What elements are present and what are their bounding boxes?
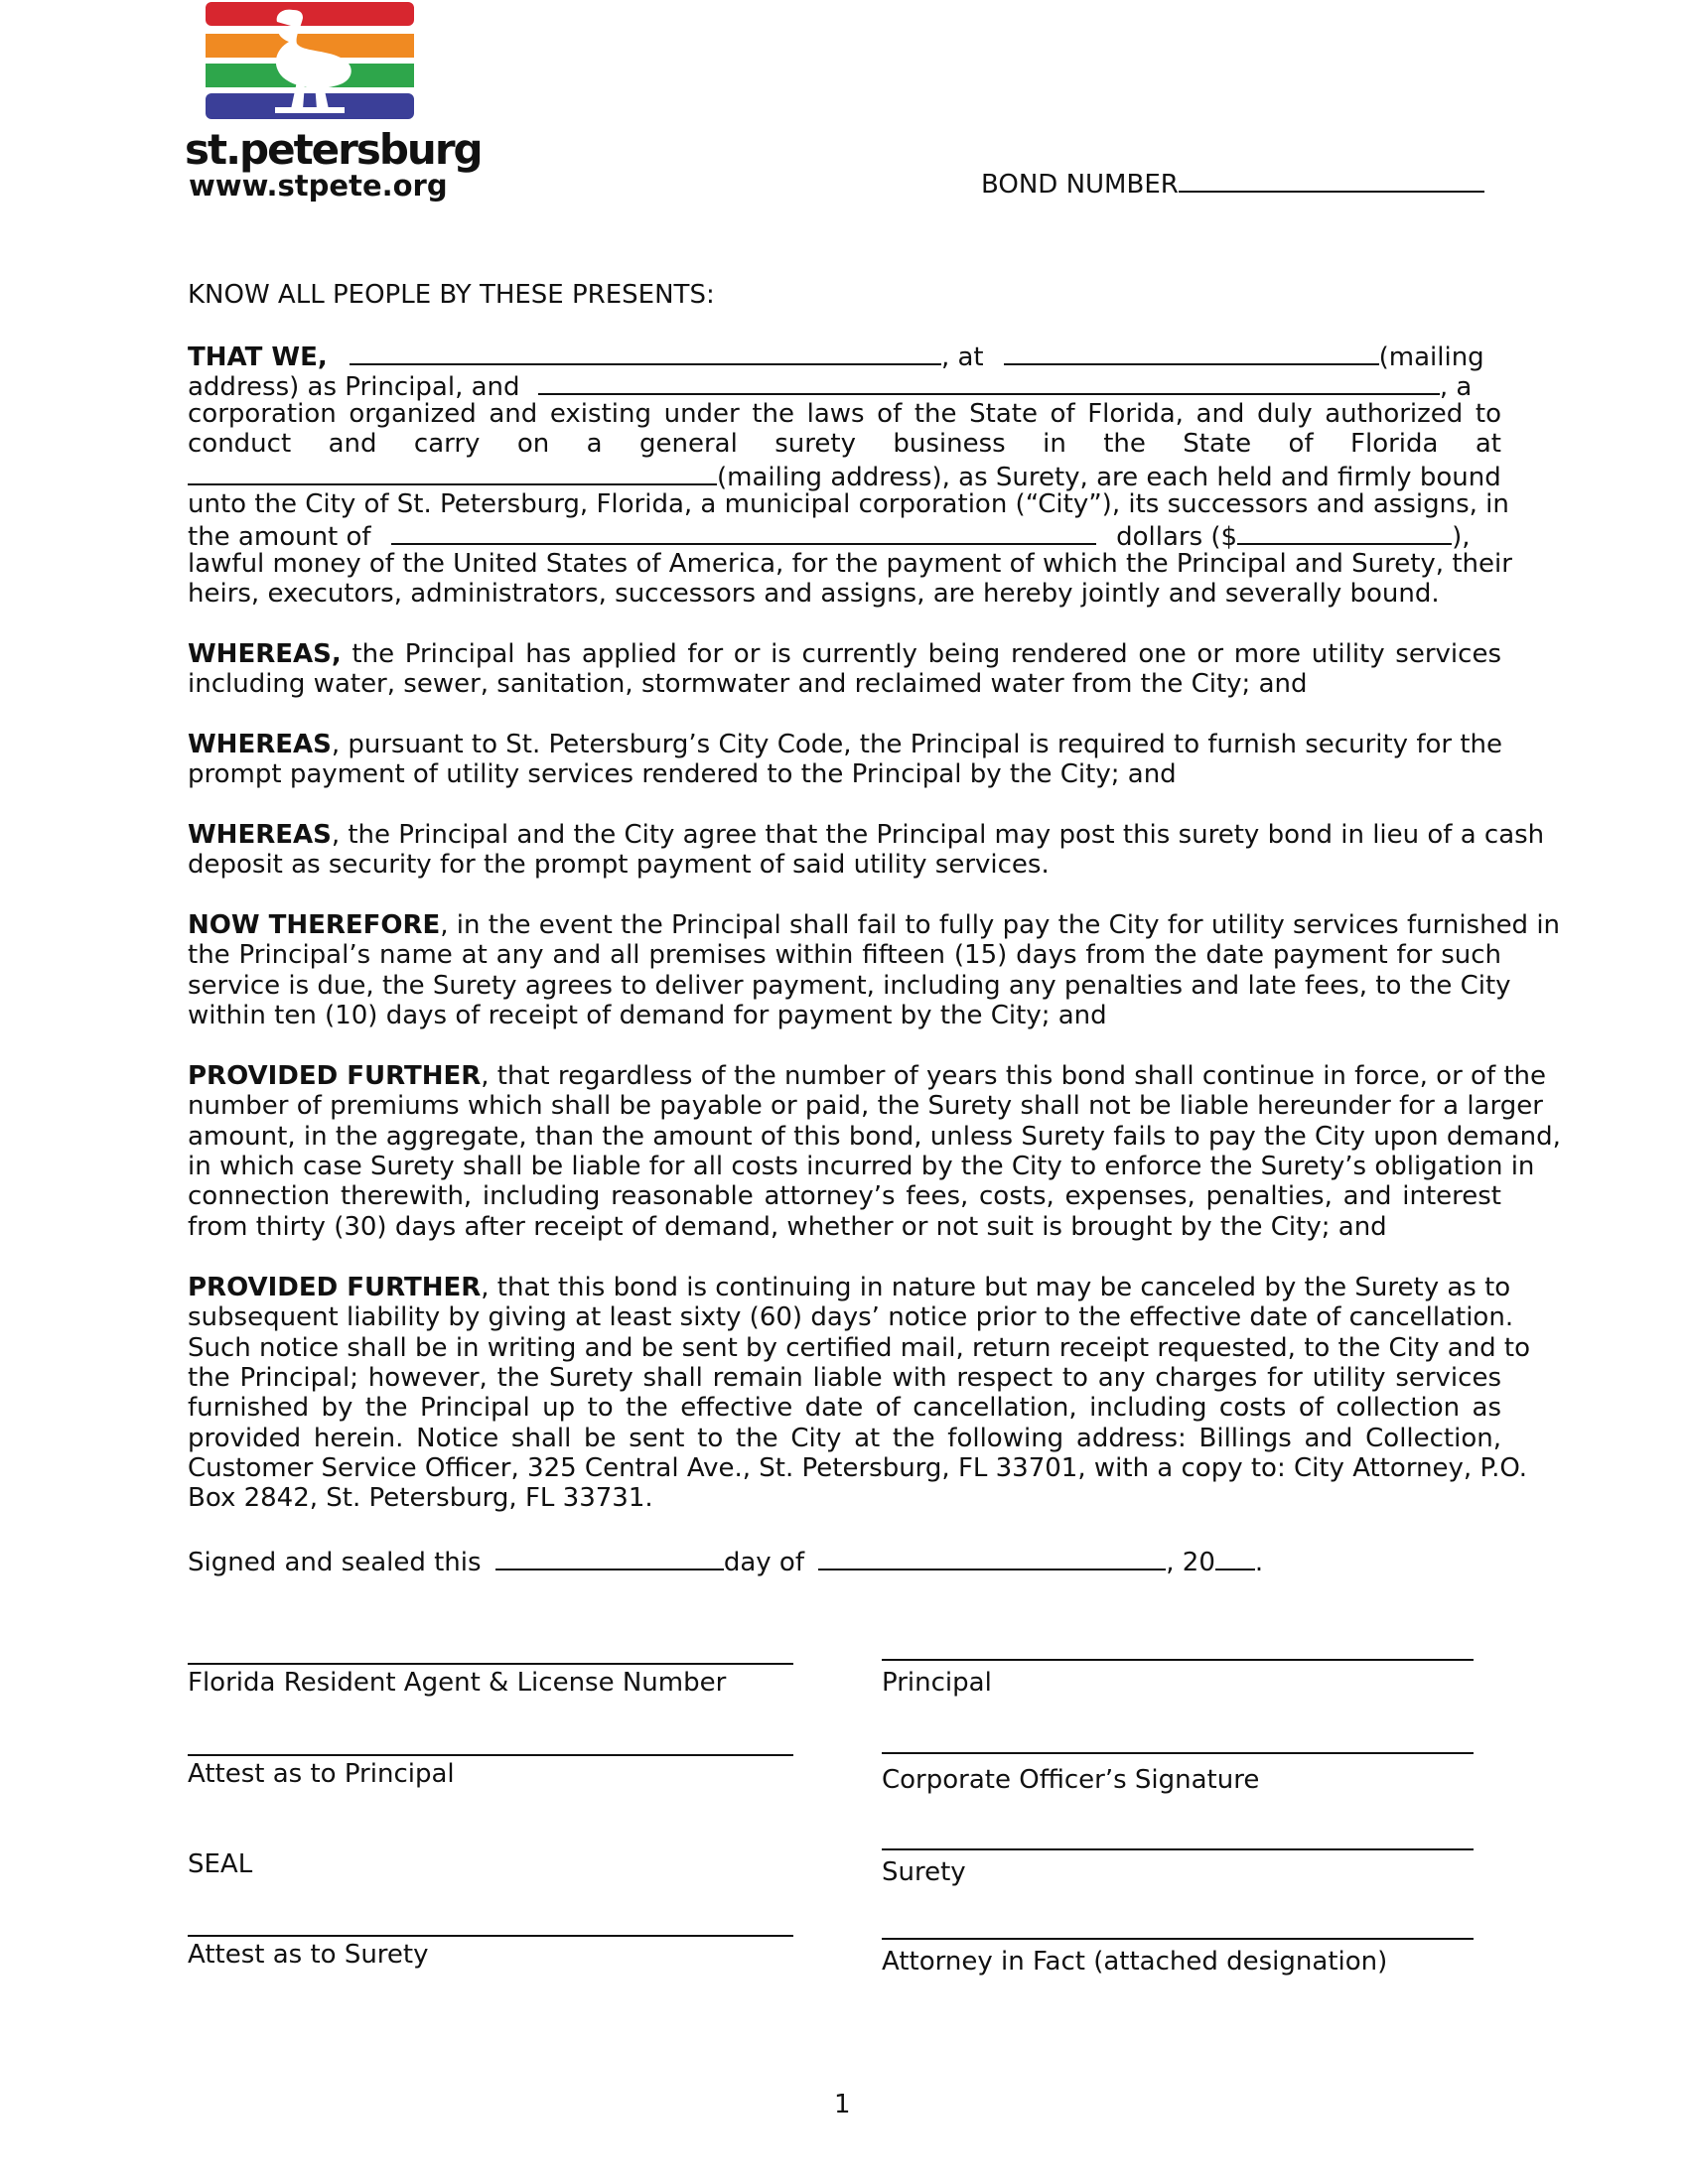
corporate-officer-label: Corporate Officer’s Signature: [882, 1765, 1260, 1795]
provided1-text: , that regardless of the number of years this bond shall continue in force, or of the: [481, 1061, 1547, 1091]
year-prefix-text: , 20: [1166, 1548, 1215, 1577]
surety-address-field[interactable]: [188, 460, 717, 485]
day-of-text: day of: [723, 1548, 804, 1577]
month-field[interactable]: [818, 1545, 1166, 1570]
amount-of-text: the amount of: [188, 522, 371, 552]
provided1-line4: in which case Surety shall be liable for all costs incurred by the City to enforce the Surety’s obligation in: [188, 1152, 1535, 1181]
attest-surety-signature-line[interactable]: [188, 1935, 793, 1937]
bond-number-row: [981, 167, 1484, 201]
provided2-line7: Customer Service Officer, 325 Central Ave., St. Petersburg, FL 33701, with a copy to: City Attorney, P.O.: [188, 1453, 1528, 1483]
close-paren-text: ),: [1452, 522, 1471, 552]
provided1-line6: from thirty (30) days after receipt of demand, whether or not suit is brought by the City; and: [188, 1212, 1387, 1242]
whereas3-line1: [188, 820, 1545, 851]
comma-a-text: , a: [1439, 372, 1473, 402]
provided1-line1: [188, 1061, 1547, 1092]
attorney-in-fact-signature-line[interactable]: [882, 1938, 1474, 1940]
period-text: .: [1254, 1548, 1264, 1577]
now-therefore-line3: service is due, the Surety agrees to deliver payment, including any penalties and late fees, to the City: [188, 971, 1511, 1001]
para1-line8: lawful money of the United States of America, for the payment of which the Principal and Surety, their: [188, 549, 1512, 579]
whereas1-line1: [188, 639, 1501, 670]
provided1-line3: amount, in the aggregate, than the amount of this bond, unless Surety fails to pay the City upon demand,: [188, 1122, 1561, 1152]
whereas2-line2: prompt payment of utility services rendered to the Principal by the City; and: [188, 759, 1177, 789]
attest-surety-label: Attest as to Surety: [188, 1940, 429, 1970]
principal-signature-line[interactable]: [882, 1659, 1474, 1661]
whereas1-line2: including water, sewer, sanitation, stormwater and reclaimed water from the City; and: [188, 669, 1308, 699]
surety-name-field[interactable]: [538, 369, 1440, 395]
provided1-lead: PROVIDED FURTHER: [188, 1061, 482, 1091]
para1-line4: conduct and carry on a general surety business in the State of Florida at: [188, 429, 1501, 459]
provided1-line2: number of premiums which shall be payable or paid, the Surety shall not be liable hereunder for a larger: [188, 1091, 1543, 1121]
para1-line6: unto the City of St. Petersburg, Florida, a municipal corporation (“City”), its successors and assigns, in: [188, 489, 1509, 519]
provided2-line4: the Principal; however, the Surety shall remain liable with respect to any charges for utility services: [188, 1363, 1501, 1393]
whereas1-text: the Principal has applied for or is currently being rendered one or more utility services: [341, 639, 1501, 669]
bond-number-label: BOND NUMBER: [981, 170, 1179, 200]
logo-url: www.stpete.org: [189, 169, 448, 203]
provided2-line5: furnished by the Principal up to the effective date of cancellation, including costs of collection as: [188, 1393, 1501, 1423]
resident-agent-signature-line[interactable]: [188, 1663, 793, 1665]
corporate-officer-signature-line[interactable]: [882, 1752, 1474, 1754]
para1-line2: [188, 369, 1501, 403]
provided2-line8: Box 2842, St. Petersburg, FL 33731.: [188, 1483, 653, 1513]
principal-label: Principal: [882, 1668, 992, 1698]
attorney-in-fact-label: Attorney in Fact (attached designation): [882, 1947, 1388, 1977]
whereas2-lead: WHEREAS: [188, 730, 332, 759]
amount-words-field[interactable]: [391, 519, 1096, 545]
that-we-lead: THAT WE,: [188, 342, 328, 372]
principal-address-field[interactable]: [1004, 340, 1379, 365]
provided2-line2: subsequent liability by giving at least sixty (60) days’ notice prior to the effective date of cancellation.: [188, 1302, 1514, 1332]
whereas2-text: , pursuant to St. Petersburg’s City Code, the Principal is required to furnish security for the: [331, 730, 1503, 759]
pelican-flag-icon: [206, 0, 414, 127]
whereas2-line1: [188, 730, 1501, 760]
para1-line5: [188, 460, 1501, 493]
now-therefore-line2: the Principal’s name at any and all premises within fifteen (15) days from the date payment for such: [188, 940, 1501, 970]
provided2-text: , that this bond is continuing in nature but may be canceled by the Surety as to: [481, 1273, 1511, 1302]
signed-sealed-row: [188, 1545, 1263, 1578]
amount-number-field[interactable]: [1237, 519, 1452, 545]
surety-address-text: (mailing address), as Surety, are each held and firmly bound: [717, 463, 1501, 492]
para1-line1: [188, 340, 1501, 373]
at-text: , at: [940, 342, 984, 372]
bond-number-field[interactable]: [1179, 167, 1484, 193]
now-therefore-line1: [188, 910, 1561, 941]
whereas3-lead: WHEREAS: [188, 820, 332, 850]
year-field[interactable]: [1215, 1545, 1255, 1570]
provided2-lead: PROVIDED FURTHER: [188, 1273, 482, 1302]
now-therefore-line4: within ten (10) days of receipt of demand for payment by the City; and: [188, 1001, 1107, 1030]
surety-label: Surety: [882, 1857, 966, 1887]
dollars-text: dollars ($: [1116, 522, 1238, 552]
logo-name: st.petersburg: [185, 125, 482, 174]
now-therefore-lead: NOW THEREFORE: [188, 910, 441, 940]
principal-name-field[interactable]: [350, 340, 941, 365]
attest-principal-signature-line[interactable]: [188, 1754, 793, 1756]
para1-line9: heirs, executors, administrators, successors and assigns, are hereby jointly and severally bound.: [188, 579, 1440, 609]
para1-line7: [188, 519, 1501, 553]
as-principal-text: address) as Principal, and: [188, 372, 520, 402]
attest-principal-label: Attest as to Principal: [188, 1759, 455, 1789]
city-logo: [185, 0, 482, 204]
whereas1-lead: WHEREAS,: [188, 639, 342, 669]
provided2-line6: provided herein. Notice shall be sent to the City at the following address: Billings and Collection,: [188, 1424, 1501, 1453]
provided2-line3: Such notice shall be in writing and be sent by certified mail, return receipt requested, to the City and to: [188, 1333, 1530, 1363]
now-therefore-text: , in the event the Principal shall fail to fully pay the City for utility services furnished in: [440, 910, 1561, 940]
day-field[interactable]: [495, 1545, 724, 1570]
whereas3-text: , the Principal and the City agree that the Principal may post this surety bond in lieu of a cash: [331, 820, 1545, 850]
para1-line3: corporation organized and existing under the laws of the State of Florida, and duly authorized to: [188, 399, 1501, 429]
intro-heading: KNOW ALL PEOPLE BY THESE PRESENTS:: [188, 280, 715, 310]
mailing-text: (mailing: [1378, 342, 1484, 372]
seal-label: SEAL: [188, 1849, 253, 1879]
whereas3-line2: deposit as security for the prompt payment of said utility services.: [188, 850, 1050, 880]
signed-sealed-text: Signed and sealed this: [188, 1548, 482, 1577]
page-number: 1: [834, 2090, 851, 2119]
provided1-line5: connection therewith, including reasonable attorney’s fees, costs, expenses, penalties, and interest: [188, 1181, 1501, 1211]
provided2-line1: [188, 1273, 1511, 1303]
surety-signature-line[interactable]: [882, 1848, 1474, 1850]
resident-agent-label: Florida Resident Agent & License Number: [188, 1668, 727, 1698]
